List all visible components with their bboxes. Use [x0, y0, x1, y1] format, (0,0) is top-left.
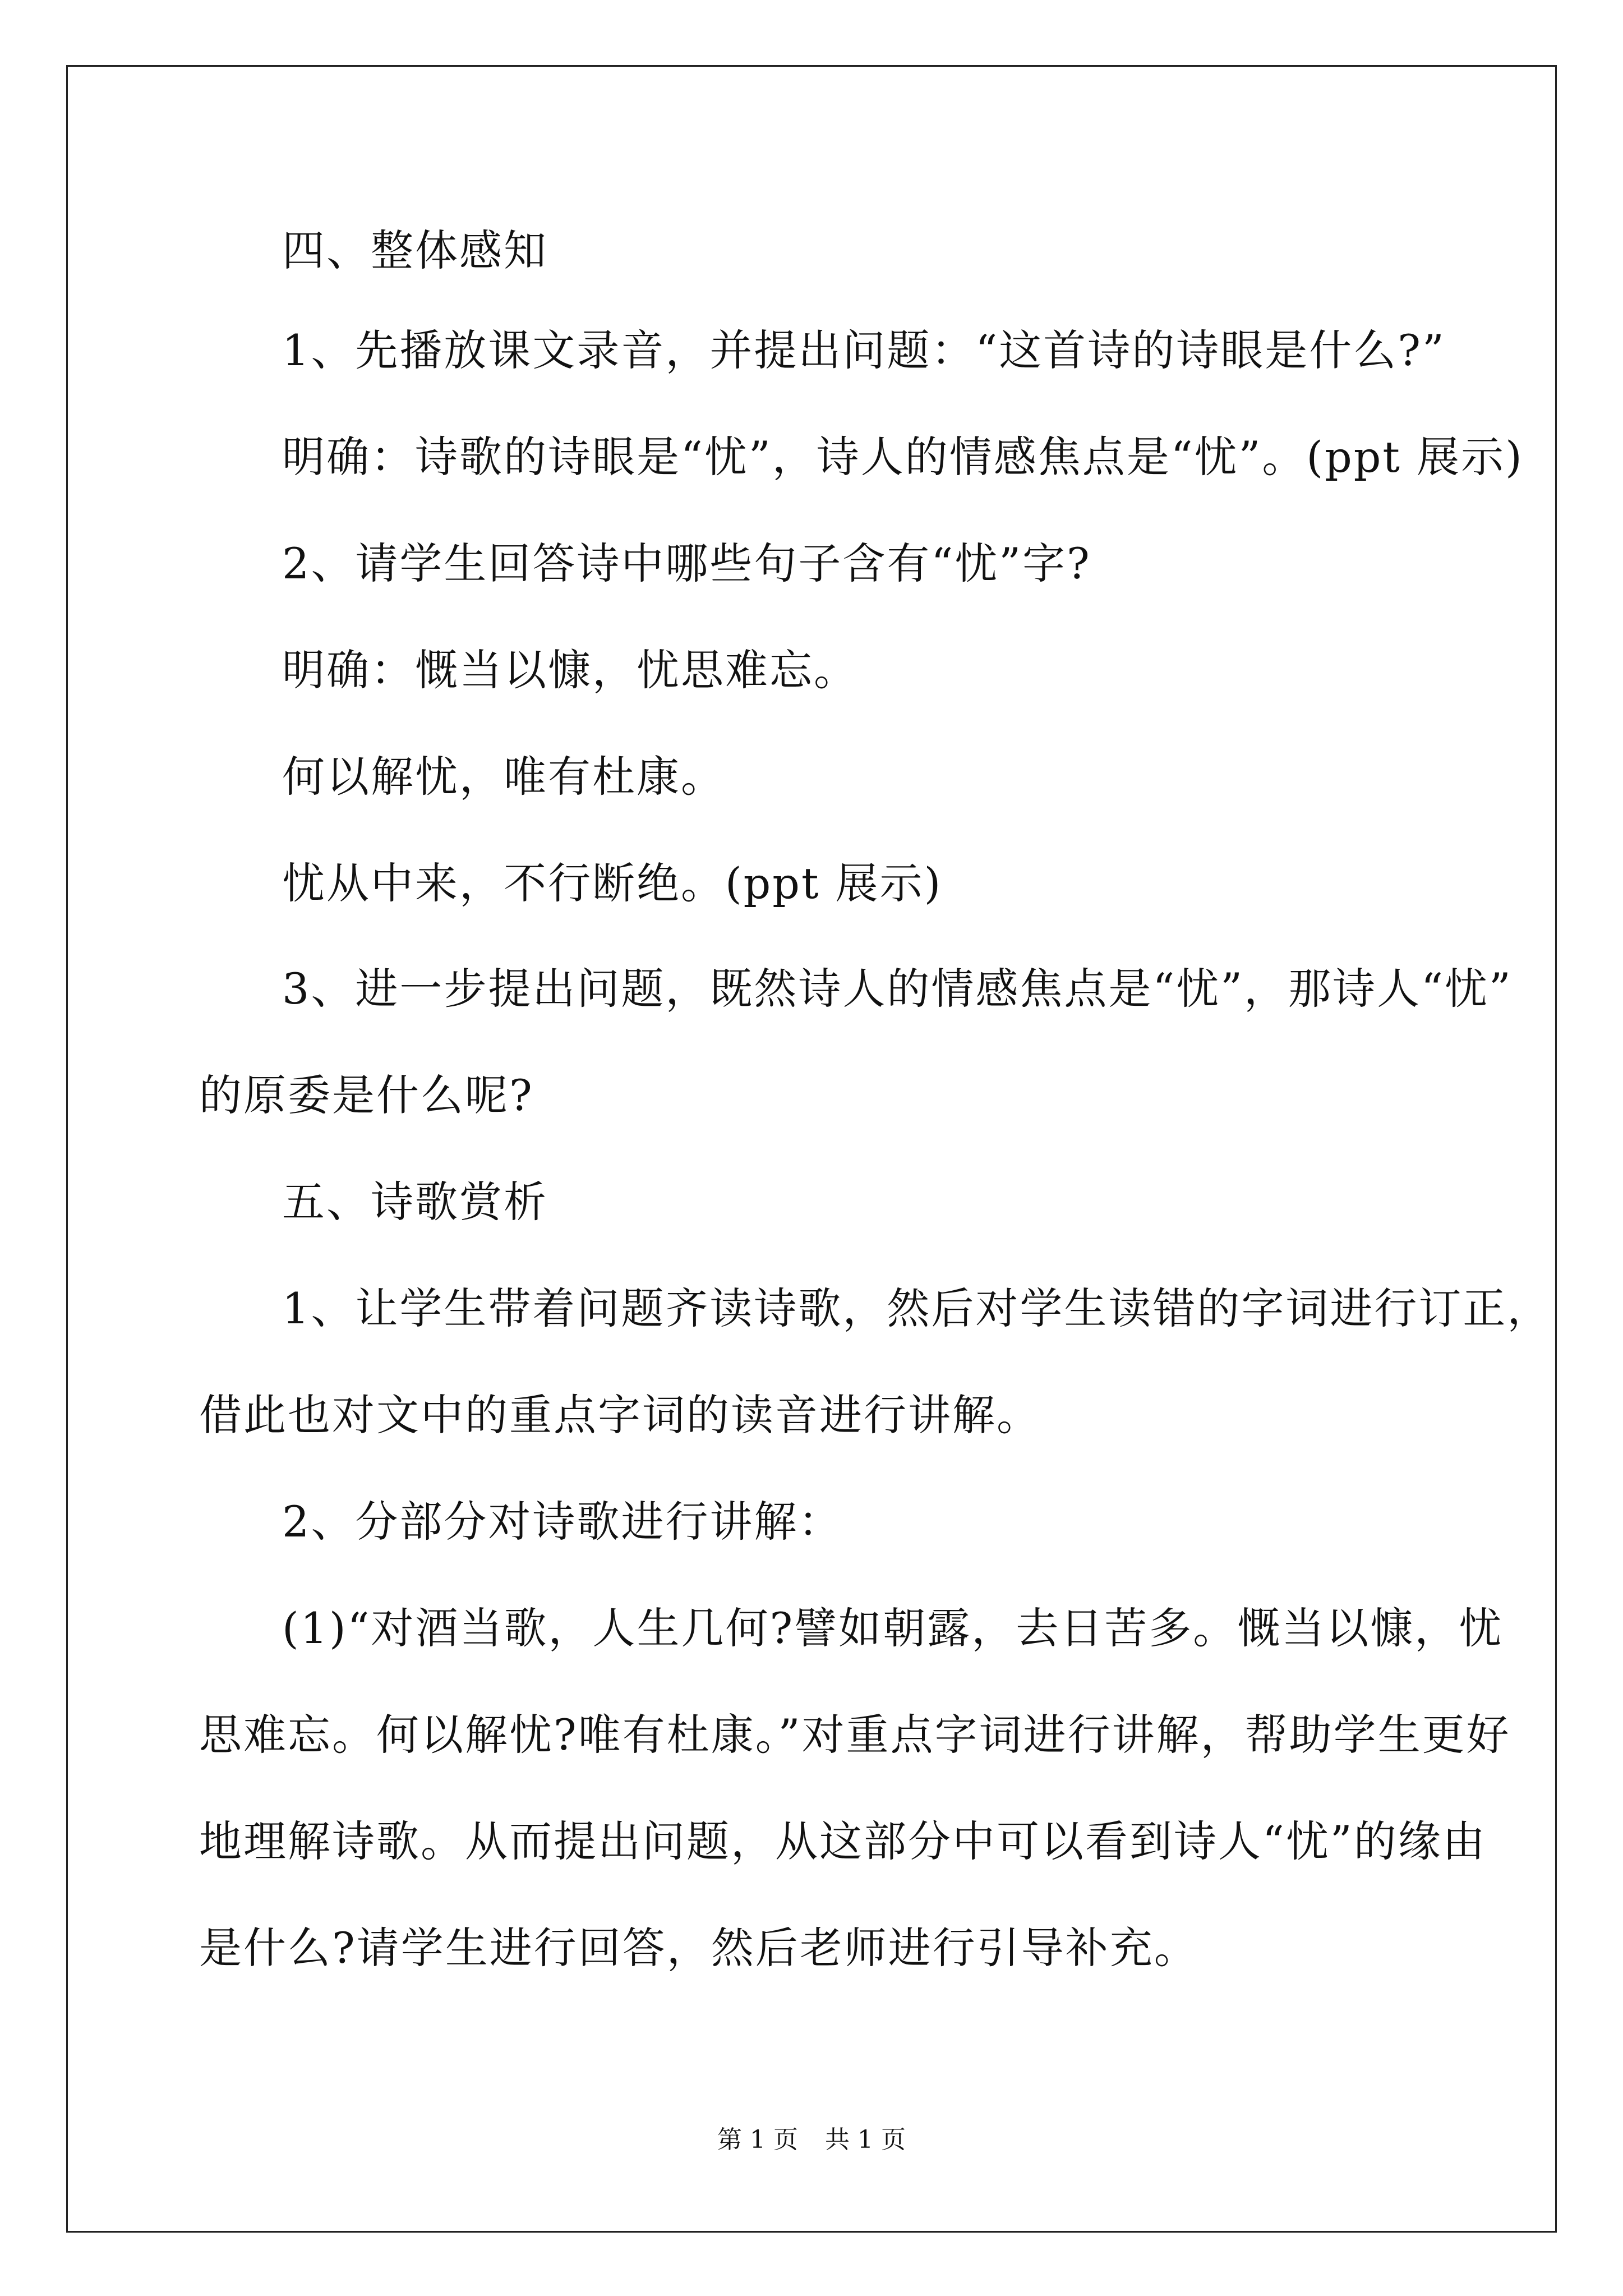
paragraph-line: 是什么?请学生进行回答，然后老师进行引导补充。	[199, 1923, 1198, 1973]
page-number: 第 1 页	[717, 2125, 798, 2154]
page-total: 共 1 页	[825, 2125, 906, 2154]
paragraph-line: 2、分部分对诗歌进行讲解：	[282, 1497, 843, 1547]
paragraph-line: 借此也对文中的重点字词的读音进行讲解。	[199, 1390, 1041, 1440]
section-heading-4: 四、整体感知	[282, 226, 548, 275]
paragraph-line: (1)“对酒当歌，人生几何?譬如朝露，去日苦多。慨当以慷，忧	[282, 1603, 1504, 1653]
paragraph-line: 1、让学生带着问题齐读诗歌，然后对学生读错的字词进行订正，	[282, 1283, 1552, 1333]
page-border	[66, 65, 1557, 2233]
paragraph-line: 思难忘。何以解忧?唯有杜康。”对重点字词进行讲解，帮助学生更好	[199, 1710, 1511, 1760]
paragraph-line: 3、进一步提出问题，既然诗人的情感焦点是“忧”，那诗人“忧”	[282, 964, 1513, 1014]
paragraph-line: 2、请学生回答诗中哪些句子含有“忧”字?	[282, 539, 1091, 588]
page-footer	[0, 2124, 1623, 2156]
paragraph-line: 1、先播放课文录音，并提出问题：“这首诗的诗眼是什么?”	[282, 325, 1446, 375]
section-heading-5: 五、诗歌赏析	[282, 1177, 548, 1227]
paragraph-line: 的原委是什么呢?	[199, 1070, 534, 1120]
paragraph-line: 何以解忧，唯有杜康。	[282, 752, 725, 802]
paragraph-line: 明确：诗歌的诗眼是“忧”，诗人的情感焦点是“忧”。(ppt 展示)	[282, 432, 1524, 482]
paragraph-line: 地理解诗歌。从而提出问题，从这部分中可以看到诗人“忧”的缘由	[199, 1816, 1487, 1866]
paragraph-line: 明确：慨当以慷，忧思难忘。	[282, 645, 858, 695]
paragraph-line: 忧从中来，不行断绝。(ppt 展示)	[282, 858, 943, 908]
